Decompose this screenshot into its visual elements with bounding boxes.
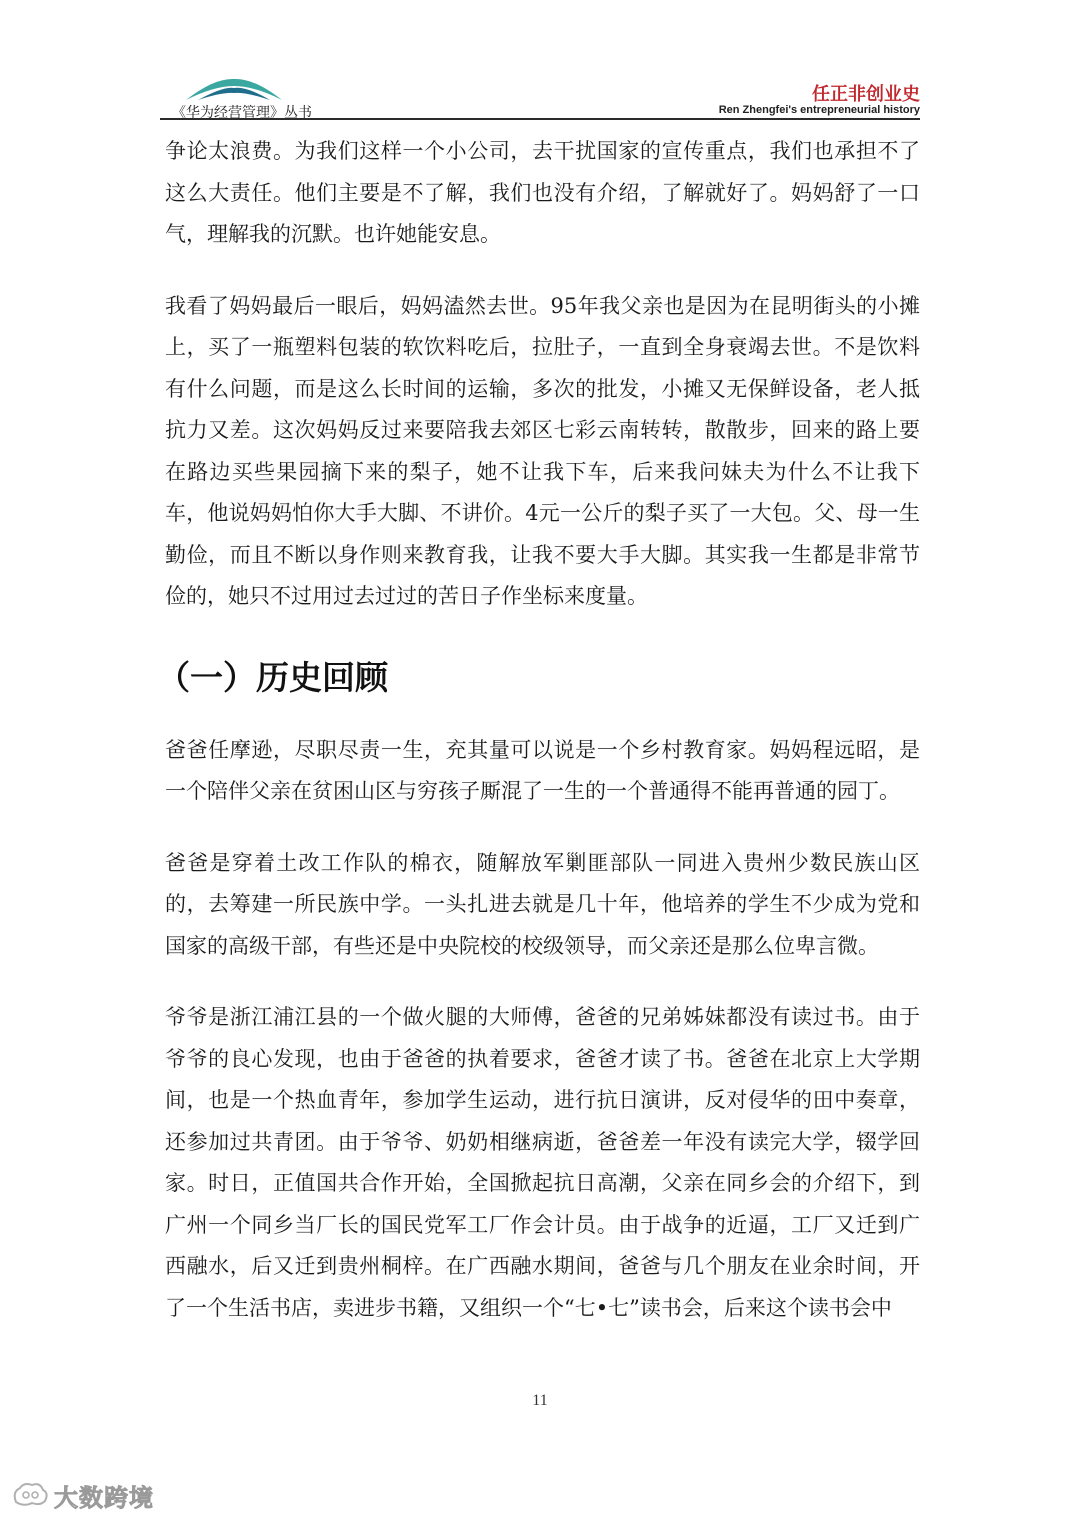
section-heading: （一）历史回顾	[157, 657, 388, 697]
paragraph: 爸爸是穿着土改工作队的棉衣，随解放军剿匪部队一同进入贵州少数民族山区的，去筹建一所民族中学。一头扎进去就是几十年，他培养的学生不少成为党和国家的高级干部，有些还是中央院校的校级领导，而父亲还是那么位卑言微。	[165, 850, 920, 958]
paragraph: 爷爷是浙江浦江县的一个做火腿的大师傅，爸爸的兄弟姊妹都没有读过书。由于爷爷的良心发现，也由于爸爸的执着要求，爸爸才读了书。爸爸在北京上大学期间，也是一个热血青年，参加学生运动，进行抗日演讲，反对侵华的田中奏章，还参加过共青团。由于爷爷、奶奶相继病逝，爸爸差一年没有读完大学，辍学回家。时日，正值国共合作开始，全国掀起抗日高潮，父亲在同乡会的介绍下，到广州一个同乡当厂长的国民党军工厂作会计员。由于战争的近逼，工厂又迁到广西融水，后又迁到贵州桐梓。在广西融水期间，爸爸与几个朋友在业余时间，开了一个生活书店，卖进步书籍，又组织一个“七•七”读书会，后来这个读书会中	[165, 1005, 920, 1320]
paragraph: 争论太浪费。为我们这样一个小公司，去干扰国家的宣传重点，我们也承担不了这么大责任。他们主要是不了解，我们也没有介绍，了解就好了。妈妈舒了一口气，理解我的沉默。也许她能安息。	[165, 139, 920, 246]
mountain-wave-logo	[184, 76, 284, 102]
series-name: 《华为经营管理》丛书	[172, 105, 312, 121]
watermark	[10, 1478, 154, 1512]
book-subtitle: Ren Zhengfei's entrepreneurial history	[718, 104, 920, 116]
book-title: 任正非创业史	[812, 84, 920, 105]
cloud-swirl-logo	[10, 1480, 50, 1510]
page-body	[157, 131, 920, 1359]
page-header	[160, 76, 920, 124]
watermark-text: 大数跨境	[54, 1483, 154, 1512]
paragraph: 我看了妈妈最后一眼后，妈妈溘然去世。95年我父亲也是因为在昆明街头的小摊上，买了一瓶塑料包装的软饮料吃后，拉肚子，一直到全身衰竭去世。不是饮料有什么问题，而是这么长时间的运输，多次的批发，小摊又无保鲜设备，老人抵抗力又差。这次妈妈反过来要陪我去郊区七彩云南转转，散散步，回来的路上要在路边买些果园摘下来的梨子，她不让我下车，后来我问妹夫为什么不让我下车，他说妈妈怕你大手大脚、不讲价。4元一公斤的梨子买了一大包。父、母一生勤俭，而且不断以身作则来教育我，让我不要大手大脚。其实我一生都是非常节俭的，她只不过用过去过过的苦日子作坐标来度量。	[165, 293, 920, 608]
header-rule	[160, 118, 920, 120]
paragraph: 爸爸任摩逊，尽职尽责一生，充其量可以说是一个乡村教育家。妈妈程远昭，是一个陪伴父亲在贫困山区与穷孩子厮混了一生的一个普通得不能再普通的园丁。	[165, 737, 920, 803]
page-number: 11	[532, 1392, 548, 1409]
